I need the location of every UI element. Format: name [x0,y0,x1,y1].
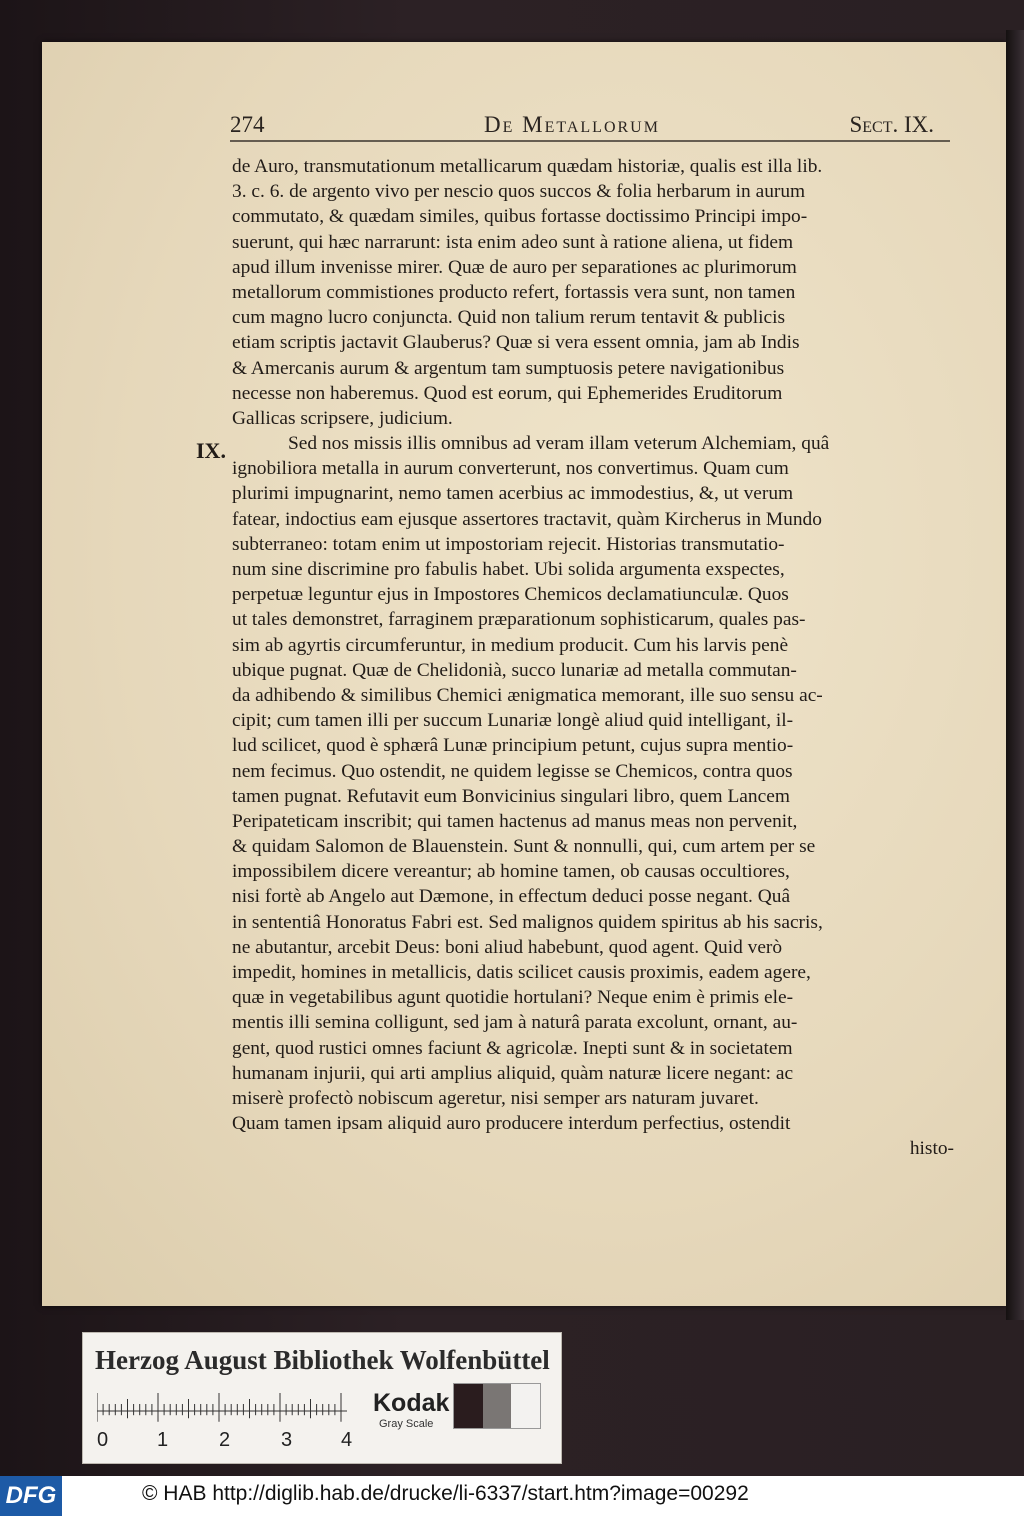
text-line: plurimi impugnarint, nemo tamen acerbius ac immodestius, &, ut verum [232,483,794,505]
text-line: suerunt, qui hæc narrarunt: ista enim adeo sunt à ratione aliena, ut fidem [232,231,794,253]
library-label-card [82,1332,562,1464]
gray-scale-caption: Gray Scale [379,1418,434,1430]
body-text [232,154,954,1162]
kodak-brand [373,1389,449,1430]
section-marker: IX. [196,438,226,463]
page-number: 274 [230,112,265,137]
text-line: apud illum invenisse mirer. Quæ de auro per separationes ac plurimorum [232,256,797,278]
text-line: commutato, & quædam similes, quibus fortasse doctissimo Principi impo- [232,206,808,228]
text-line: ubique pugnat. Quæ de Chelidonià, succo lunariæ ad metalla commutan- [232,659,797,681]
text-line: nem fecimus. Quo ostendit, ne quidem legisse se Chemicos, contra quos [232,760,793,782]
text-line: etiam scriptis jactavit Glauberus? Quæ si vera essent omnia, jam ab Indis [232,332,800,354]
text-line: quæ in vegetabilibus agunt quotidie hortulani? Neque enim è primis ele- [232,987,794,1009]
swatch-gray [483,1384,512,1428]
text-line: cum magno lucro conjuncta. Quid non talium rerum tentavit & publicis [232,307,786,329]
text-line: fatear, indoctius eam ejusque assertores tractavit, quàm Kircherus in Mundo [232,508,822,530]
text-line: miserè profectò nobiscum ageretur, nisi semper ars naturam juvaret. [232,1087,759,1109]
text-line: Gallicas scripsere, judicium. [232,407,453,429]
text-line: in sententiâ Honoratus Fabri est. Sed malignos quidem spiritus ab his sacris, [232,911,823,933]
text-line: 3. c. 6. de argento vivo per nescio quos succos & folia herbarum in aurum [232,181,806,203]
copyright-link[interactable]: © HAB http://diglib.hab.de/drucke/li-6337/start.htm?image=00292 [142,1482,749,1505]
ruler-number: 0 [97,1429,109,1451]
text-line: nisi fortè ab Angelo aut Dæmone, in effectum deduci posse negant. Quâ [232,886,791,908]
text-line: & Amercanis aurum & argentum tam sumptuosis petere navigationibus [232,357,785,379]
text-line: Peripateticam inscribit; qui tamen hactenus ad manus meas non pervenit, [232,810,798,832]
text-line: sim ab agyrtis circumferuntur, in medium producit. Cum his larvis penè [232,634,789,656]
text-line: gent, quod rustici omnes faciunt & agricolæ. Inepti sunt & in societatem [232,1037,793,1059]
text-line: perpetuæ leguntur ejus in Impostores Chemicos declamatiunculæ. Quos [232,584,789,606]
text-line: mentis illi semina colligunt, sed jam à naturâ parata excolunt, ornant, au- [232,1012,798,1034]
text-line: Quam tamen ipsam aliquid auro producere interdum perfectius, ostendit [232,1113,791,1135]
text-line: impossibilem dicere vereantur; ab homine tamen, ob causas occultiores, [232,861,790,883]
text-line: & quidam Salomon de Blauenstein. Sunt & nonnulli, qui, cum artem per se [232,836,816,858]
section-label: Sect. IX. [849,112,934,137]
viewer-footer [0,1476,1024,1516]
text-line: cipit; cum tamen illi per succum Lunariæ longè aliud quid intelligant, il- [232,710,794,732]
text-line: lud scilicet, quod è sphærâ Lunæ principium petunt, cujus supra mentio- [232,735,794,757]
text-line: histo- [909,1138,954,1160]
text-line: Sed nos missis illis omnibus ad veram illam veterum Alchemiam, quâ [288,433,830,455]
text-line: humanam injurii, qui arti amplius aliquid, quàm naturæ licere negant: ac [232,1062,794,1084]
library-name: Herzog August Bibliothek Wolfenbüttel [95,1345,550,1375]
text-line: ignobiliora metalla in aurum converterunt, nos convertimus. Quam cum [232,458,789,480]
text-line: ut tales demonstret, farraginem præparationum sophisticarum, quales pas- [232,609,806,631]
ruler-number: 2 [219,1429,231,1451]
running-header [230,112,934,142]
kodak-logo: Kodak [373,1389,450,1417]
text-line: impedit, homines in metallicis, datis scilicet causis proximis, eadem agere, [232,962,811,983]
text-line: de Auro, transmutationum metallicarum quædam historiæ, qualis est illa lib. [232,156,823,177]
swatch-black [454,1384,483,1428]
text-line: tamen pugnat. Refutavit eum Bonvicinius singulari libro, quem Lancem [232,785,790,807]
book-gutter [1006,30,1024,1320]
dfg-logo[interactable]: DFG [0,1476,62,1516]
ruler-scale [97,1391,347,1425]
gray-swatches [453,1383,541,1429]
text-line: metallorum commistiones producto refert, fortassis vera sunt, non tamen [232,281,796,303]
running-title: De Metallorum [484,112,660,137]
ruler-number: 1 [157,1429,169,1451]
swatch-white [511,1384,540,1428]
text-line: num sine discrimine pro fabulis habet. Ubi solida argumenta exspectes, [232,559,785,580]
text-line: da adhibendo & similibus Chemici ænigmatica memorant, ille suo sensu ac- [232,684,823,706]
ruler-number: 3 [281,1429,293,1451]
text-line: subterraneo: totam enim ut impostoriam rejecit. Historias transmutatio- [232,533,785,555]
ruler-number: 4 [341,1429,353,1451]
text-line: ne abutantur, arcebit Deus: boni aliud habebunt, quod agent. Quid verò [232,936,783,958]
ruler-numbers [93,1429,363,1455]
header-rule [230,140,950,142]
text-line: necesse non haberemus. Quod est eorum, qui Ephemerides Eruditorum [232,382,783,404]
